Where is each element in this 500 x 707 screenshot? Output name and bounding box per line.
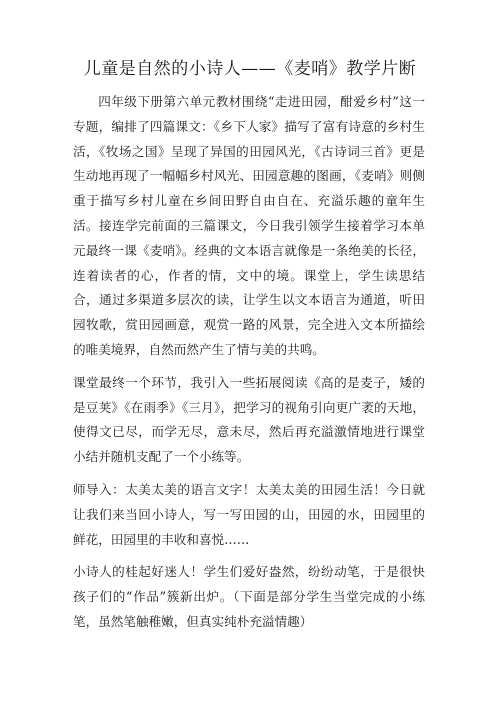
page-title: 儿童是自然的小诗人——《麦哨》教学片断: [83, 59, 417, 79]
document-body: [73, 90, 425, 635]
paragraph-extension: 课堂最终一个环节，我引入一些拓展阅读《高的是麦子，矮的是豆荚》《在雨季》《三月》，把学习的视角引向更广袤的天地，使得文已尽，而学无尽，意未尽，然后再充溢激情地进行课堂小结并随机支配了一个小练等。: [73, 374, 425, 465]
paragraph-student-works: 小诗人的桂起好迷人！学生们爱好盎然，纷纷动笔，于是很快孩子们的“作品”簇新出炉。（下面是部分学生当堂完成的小练笔，虽然笔触稚嫩，但真实纯朴充溢情趣）: [73, 564, 425, 629]
paragraph-intro: 四年级下册第六单元教材围绕“走进田园，酣爱乡村”这一专题，编排了四篇课文：《乡下人家》描写了富有诗意的乡村生活，《牧场之国》呈现了异国的田园风光，《古诗词三首》更是生动地再现了一幅幅乡村风光、田园意趣的图画，《麦哨》则侧重于描写乡村儿童在乡间田野自由自在、充溢乐趣的童年生活。接连学完前面的三篇课文，今日我引领学生接着学习本单元最终一课《麦哨》。经典的文本语言就像是一条绝美的长径，连着读者的心，作者的情，文中的境。课堂上，学生读思结合，通过多渠道多层次的读，让学生以文本语言为通道，听田园牧歌，赏田园画意，观赏一路的风景，完全进入文本所描绘的唯美境界，自然而然产生了情与美的共鸣。: [73, 94, 425, 357]
paragraph-teacher-intro: 师导入：太美太美的语言文字！太美太美的田园生活！今日就让我们来当回小诗人，写一写田园的山，田园的水，田园里的鲜花，田园里的丰收和喜悦……: [73, 481, 425, 547]
